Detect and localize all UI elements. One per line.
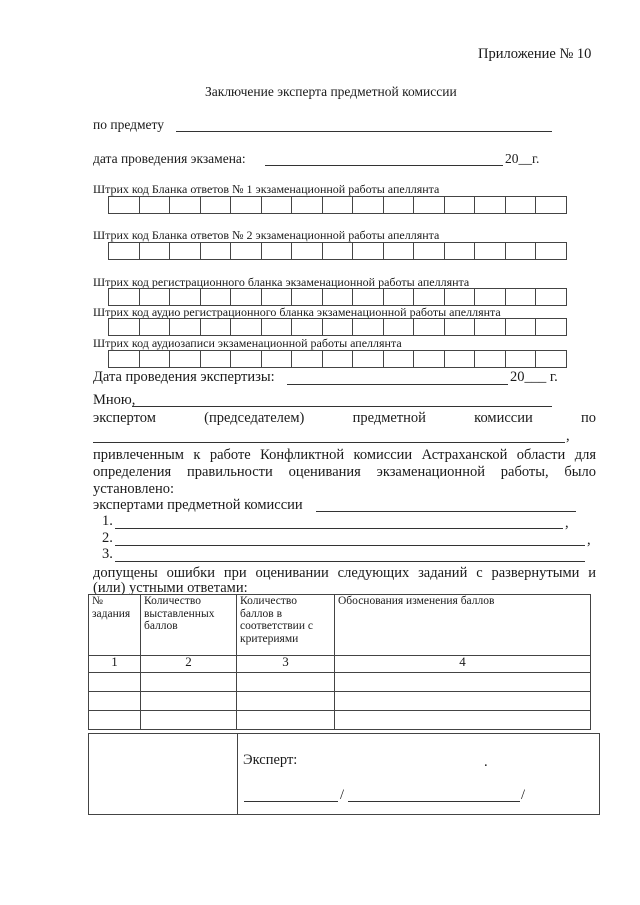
signature-dot: .	[484, 754, 488, 770]
experts-label: экспертами предметной комиссии	[93, 497, 303, 513]
expert-word-3: предметной	[352, 410, 426, 426]
exam-date-label: дата проведения экзамена:	[93, 151, 246, 166]
barcode-label-1: Штрих код Бланка ответов № 1 экзаменационной работы апеллянта	[93, 182, 440, 196]
table-cell[interactable]	[141, 673, 237, 692]
expertise-date-year: 20___ г.	[510, 369, 558, 385]
column-number: 4	[335, 656, 591, 673]
expert-word-2: (председателем)	[204, 410, 305, 426]
barcode-label-4: Штрих код аудио регистрационного бланка экзаменационной работы апеллянта	[93, 305, 501, 319]
commission-subject-field[interactable]	[93, 442, 565, 443]
commission-paragraph: привлеченным к работе Конфликтной комиссии Астраханской области для определения правильности оценивания экзаменационной работы, было	[93, 447, 596, 480]
table-cell[interactable]	[335, 692, 591, 711]
column-number: 2	[141, 656, 237, 673]
expert-name-field[interactable]	[132, 406, 552, 407]
table-cell[interactable]	[89, 673, 141, 692]
barcode-cells-2[interactable]	[108, 242, 567, 260]
expert-word-1: экспертом	[93, 410, 156, 426]
by-me-label: Мною,	[93, 392, 136, 408]
document-title: Заключение эксперта предметной комиссии	[205, 84, 457, 99]
signature-name-field[interactable]	[348, 801, 520, 802]
table-cell[interactable]	[89, 692, 141, 711]
list-item-3: 3.	[102, 546, 113, 562]
header-criteria-points: Количество баллов в соответствии с критериями	[237, 595, 335, 656]
list-item-1: 1.	[102, 513, 113, 529]
comma-2: ,	[565, 515, 569, 531]
experts-field[interactable]	[316, 511, 576, 512]
expert-signature-label: Эксперт:	[243, 752, 298, 768]
errors-line-1: допущены ошибки при оценивании следующих заданий с развернутыми и	[93, 565, 596, 581]
table-row	[89, 692, 591, 711]
exam-date-field[interactable]	[265, 165, 503, 166]
expert-word-4: комиссии	[474, 410, 533, 426]
list-field-2[interactable]	[115, 545, 585, 546]
list-field-1[interactable]	[115, 528, 563, 529]
exam-date-year: 20__г.	[505, 151, 540, 166]
subject-field[interactable]	[176, 131, 552, 132]
signature-slash-2: /	[521, 787, 526, 803]
expertise-date-field[interactable]	[287, 384, 508, 385]
barcode-cells-4[interactable]	[108, 318, 567, 336]
barcode-label-3: Штрих код регистрационного бланка экзаменационной работы апеллянта	[93, 275, 470, 289]
header-given-points: Количество выставленных баллов	[141, 595, 237, 656]
appendix-number: Приложение № 10	[478, 46, 592, 62]
table-cell[interactable]	[141, 711, 237, 730]
table-cell[interactable]	[89, 711, 141, 730]
comma-1: ,	[566, 428, 570, 444]
established-label: установлено:	[93, 481, 175, 497]
table-number-row	[89, 656, 591, 673]
list-item-2: 2.	[102, 530, 113, 546]
barcode-label-5: Штрих код аудиозаписи экзаменационной работы апеллянта	[93, 336, 402, 350]
table-cell[interactable]	[335, 673, 591, 692]
errors-table	[88, 594, 591, 730]
table-cell[interactable]	[237, 692, 335, 711]
barcode-cells-3[interactable]	[108, 288, 567, 306]
table-row	[89, 673, 591, 692]
expert-word-5: по	[580, 410, 596, 426]
subject-label: по предмету	[93, 117, 165, 132]
column-number: 1	[89, 656, 141, 673]
barcode-label-2: Штрих код Бланка ответов № 2 экзаменационной работы апеллянта	[93, 228, 440, 242]
errors-line-2: (или) устными ответами:	[93, 580, 248, 596]
signature-slash-1: /	[340, 787, 345, 803]
barcode-cells-5[interactable]	[108, 350, 567, 368]
expertise-date-label: Дата проведения экспертизы:	[93, 369, 275, 385]
table-header-row	[89, 595, 591, 656]
signature-divider	[237, 733, 238, 815]
signature-field[interactable]	[244, 801, 338, 802]
expert-role-row	[93, 410, 596, 427]
table-cell[interactable]	[335, 711, 591, 730]
list-field-3[interactable]	[115, 561, 585, 562]
table-row	[89, 711, 591, 730]
header-task-number: № задания	[89, 595, 141, 656]
column-number: 3	[237, 656, 335, 673]
table-cell[interactable]	[237, 711, 335, 730]
header-justification: Обоснования изменения баллов	[335, 595, 591, 656]
table-cell[interactable]	[237, 673, 335, 692]
comma-3: ,	[587, 532, 591, 548]
barcode-cells-1[interactable]	[108, 196, 567, 214]
table-cell[interactable]	[141, 692, 237, 711]
